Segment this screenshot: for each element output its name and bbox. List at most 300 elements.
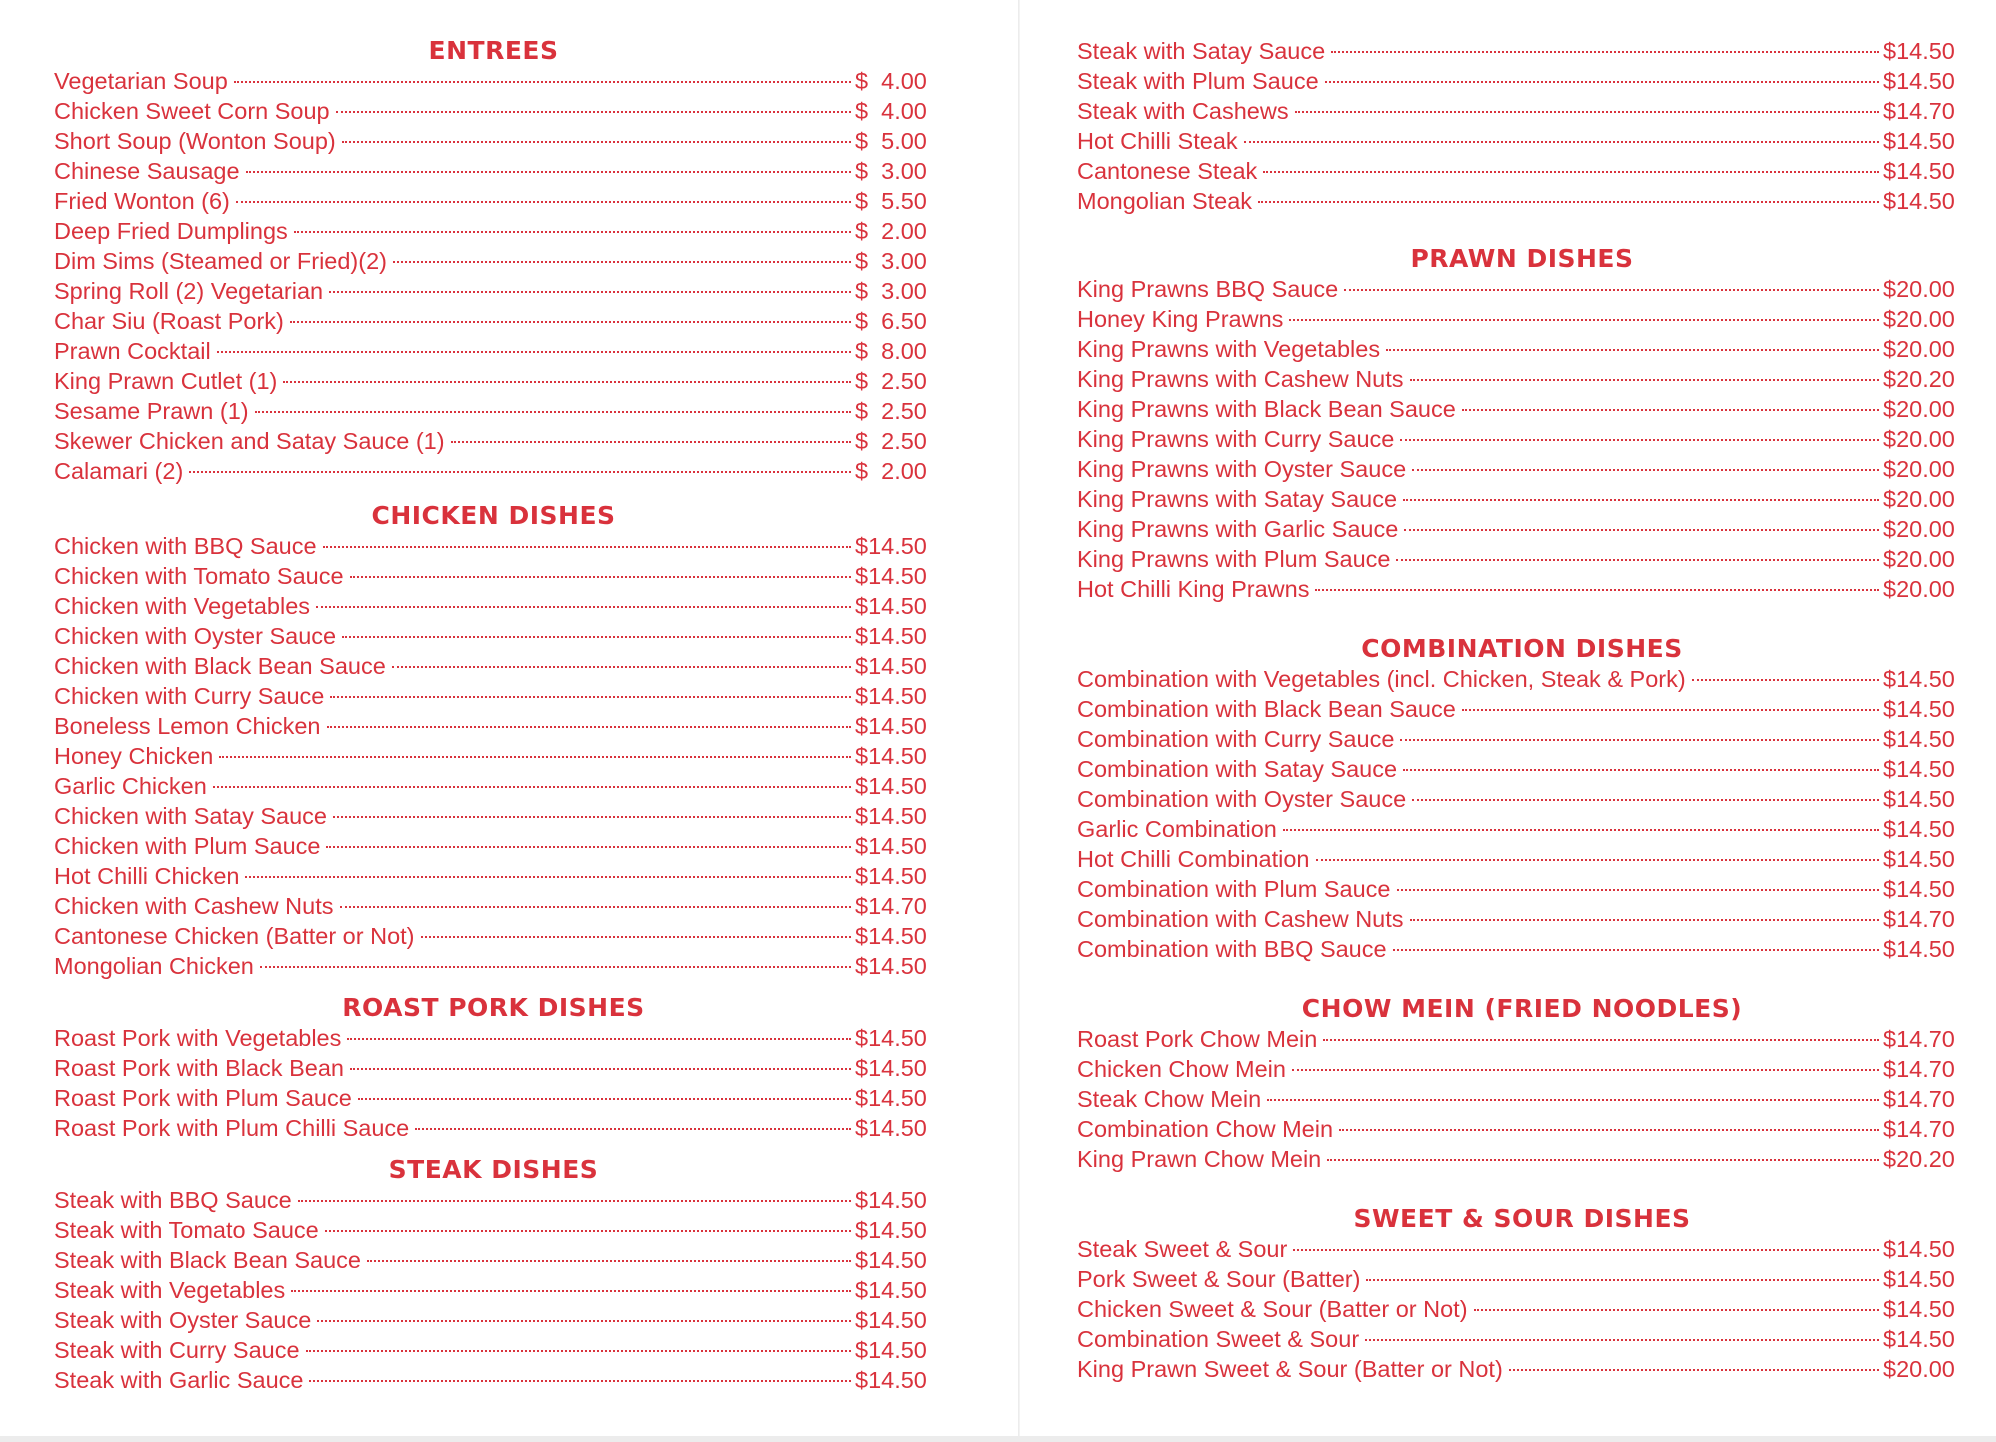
menu-item-price: $14.50	[1883, 38, 1955, 64]
menu-item	[54, 531, 933, 561]
dot-leader	[415, 1128, 851, 1130]
menu-item-list	[54, 1023, 933, 1143]
dot-leader	[1316, 859, 1880, 861]
menu-item-price: $ 3.00	[855, 248, 927, 274]
dot-leader	[340, 906, 852, 908]
menu-item-name: Garlic Chicken	[54, 773, 207, 799]
menu-item-name: King Prawn Chow Mein	[1077, 1146, 1322, 1172]
menu-item-price: $20.00	[1883, 516, 1955, 542]
menu-item-price: $14.50	[1883, 816, 1955, 842]
menu-item	[54, 246, 933, 276]
menu-item	[1077, 514, 1967, 544]
menu-item-price: $14.50	[855, 683, 927, 709]
menu-item-name: Steak with Tomato Sauce	[54, 1217, 319, 1243]
menu-item-list	[1077, 274, 1967, 604]
menu-item-price: $14.50	[855, 713, 927, 739]
menu-item	[54, 186, 933, 216]
menu-item	[54, 396, 933, 426]
menu-item	[1077, 186, 1967, 216]
dot-leader	[1412, 799, 1879, 801]
menu-item-name: Roast Pork with Vegetables	[54, 1025, 342, 1051]
dot-leader	[1396, 559, 1879, 561]
dot-leader	[1315, 589, 1879, 591]
dot-leader	[219, 756, 851, 758]
menu-item-name: Steak with Vegetables	[54, 1277, 286, 1303]
dot-leader	[236, 201, 851, 203]
menu-item-price: $14.50	[855, 1277, 927, 1303]
menu-item-price: $14.50	[1883, 1266, 1955, 1292]
menu-item-name: Steak with Cashews	[1077, 98, 1289, 124]
menu-item-name: Steak with Curry Sauce	[54, 1337, 300, 1363]
menu-item-name: Chicken with Curry Sauce	[54, 683, 325, 709]
dot-leader	[358, 1098, 851, 1100]
menu-item	[1077, 844, 1967, 874]
menu-item	[54, 96, 933, 126]
section-heading: SWEET & SOUR DISHES	[1353, 1204, 1691, 1233]
dot-leader	[234, 81, 851, 83]
menu-item-name: Chicken with BBQ Sauce	[54, 533, 317, 559]
dot-leader	[451, 441, 851, 443]
dot-leader	[1462, 409, 1879, 411]
menu-item	[1077, 934, 1967, 964]
menu-item-name: Sesame Prawn (1)	[54, 398, 249, 424]
dot-leader	[326, 846, 851, 848]
roast-pork-dishes-section	[54, 993, 933, 1143]
dot-leader	[306, 1350, 851, 1352]
menu-item-name: Chicken with Black Bean Sauce	[54, 653, 386, 679]
menu-item	[54, 216, 933, 246]
menu-item-name: King Prawns with Vegetables	[1077, 336, 1381, 362]
menu-item-list	[1077, 664, 1967, 964]
menu-item-price: $ 5.50	[855, 188, 927, 214]
menu-item	[1077, 36, 1967, 66]
right-menu-column	[1077, 36, 1967, 1384]
menu-item-price: $14.50	[1883, 1296, 1955, 1322]
section-heading: CHICKEN DISHES	[371, 501, 616, 530]
scan-edge	[0, 1436, 1996, 1442]
dot-leader	[347, 1038, 851, 1040]
menu-item-name: Combination Sweet & Sour	[1077, 1326, 1360, 1352]
menu-item	[1077, 1294, 1967, 1324]
menu-item-price: $14.50	[855, 743, 927, 769]
menu-item-price: $20.00	[1883, 456, 1955, 482]
menu-item	[54, 591, 933, 621]
section-heading: COMBINATION DISHES	[1361, 634, 1683, 663]
menu-item	[54, 771, 933, 801]
dot-leader	[350, 1068, 851, 1070]
menu-item-price: $ 2.50	[855, 368, 927, 394]
dot-leader	[1366, 1279, 1879, 1281]
menu-item-name: Steak with Satay Sauce	[1077, 38, 1326, 64]
menu-item-name: King Prawns with Garlic Sauce	[1077, 516, 1399, 542]
menu-item-price: $ 8.00	[855, 338, 927, 364]
menu-item-price: $14.50	[1883, 158, 1955, 184]
menu-item	[54, 1365, 933, 1395]
menu-item-name: Combination with Curry Sauce	[1077, 726, 1395, 752]
dot-leader	[333, 816, 851, 818]
menu-item-price: $20.00	[1883, 336, 1955, 362]
menu-item-list	[54, 531, 933, 981]
menu-item-name: Chicken Sweet Corn Soup	[54, 98, 330, 124]
menu-item-name: Cantonese Steak	[1077, 158, 1258, 184]
menu-item-name: Spring Roll (2) Vegetarian	[54, 278, 324, 304]
menu-item-price: $ 4.00	[855, 68, 927, 94]
menu-item	[54, 1023, 933, 1053]
dot-leader	[393, 261, 851, 263]
dot-leader	[255, 411, 851, 413]
menu-item	[54, 1275, 933, 1305]
menu-item-name: Short Soup (Wonton Soup)	[54, 128, 336, 154]
dot-leader	[291, 1290, 851, 1292]
dot-leader	[246, 171, 851, 173]
menu-item	[1077, 304, 1967, 334]
menu-item-price: $14.50	[855, 1337, 927, 1363]
menu-item-price: $14.50	[855, 1307, 927, 1333]
menu-item	[1077, 814, 1967, 844]
menu-item-name: Steak with Plum Sauce	[1077, 68, 1319, 94]
dot-leader	[1293, 1249, 1879, 1251]
menu-item-name: Roast Pork with Plum Chilli Sauce	[54, 1115, 410, 1141]
dot-leader	[245, 876, 851, 878]
dot-leader	[350, 576, 851, 578]
menu-item-name: Combination with Plum Sauce	[1077, 876, 1391, 902]
dot-leader	[298, 1200, 851, 1202]
menu-item-price: $ 2.50	[855, 428, 927, 454]
menu-item-price: $14.50	[855, 1187, 927, 1213]
menu-item	[1077, 484, 1967, 514]
menu-item	[1077, 1114, 1967, 1144]
menu-item-list	[54, 1185, 933, 1395]
dot-leader	[367, 1260, 851, 1262]
menu-item	[1077, 664, 1967, 694]
dot-leader	[1295, 111, 1879, 113]
menu-item-price: $14.50	[855, 623, 927, 649]
menu-item-name: Steak with BBQ Sauce	[54, 1187, 292, 1213]
menu-item-name: Chicken Sweet & Sour (Batter or Not)	[1077, 1296, 1468, 1322]
menu-item	[1077, 1324, 1967, 1354]
menu-item-name: Roast Pork Chow Mein	[1077, 1026, 1318, 1052]
menu-item-price: $ 3.00	[855, 158, 927, 184]
dot-leader	[1462, 709, 1879, 711]
dot-leader	[327, 726, 852, 728]
section-heading: CHOW MEIN (FRIED NOODLES)	[1301, 994, 1743, 1023]
menu-item	[1077, 126, 1967, 156]
menu-item	[54, 651, 933, 681]
menu-item-price: $ 2.00	[855, 218, 927, 244]
menu-item	[54, 1335, 933, 1365]
prawn-dishes-section	[1077, 244, 1967, 604]
menu-item	[54, 336, 933, 366]
dot-leader	[1393, 949, 1879, 951]
menu-item-name: Steak with Black Bean Sauce	[54, 1247, 361, 1273]
menu-item-name: King Prawns with Curry Sauce	[1077, 426, 1395, 452]
dot-leader	[330, 696, 851, 698]
dot-leader	[1323, 1039, 1879, 1041]
menu-item	[54, 921, 933, 951]
menu-item	[1077, 334, 1967, 364]
dot-leader	[329, 291, 851, 293]
menu-item-price: $14.50	[1883, 666, 1955, 692]
chow-mein-fried-noodles-section	[1077, 994, 1967, 1174]
menu-item-name: Roast Pork with Black Bean	[54, 1055, 344, 1081]
dot-leader	[342, 141, 851, 143]
dot-leader	[1400, 739, 1879, 741]
dot-leader	[213, 786, 851, 788]
menu-item-price: $14.50	[1883, 936, 1955, 962]
dot-leader	[260, 966, 851, 968]
menu-item	[1077, 1264, 1967, 1294]
menu-item-name: King Prawn Cutlet (1)	[54, 368, 278, 394]
section-heading: PRAWN DISHES	[1410, 244, 1634, 273]
menu-item-name: Combination with BBQ Sauce	[1077, 936, 1387, 962]
menu-item-price: $14.70	[1883, 906, 1955, 932]
dot-leader	[392, 666, 851, 668]
dot-leader	[217, 351, 851, 353]
menu-item-price: $14.50	[1883, 1236, 1955, 1262]
dot-leader	[283, 381, 851, 383]
menu-item	[1077, 694, 1967, 724]
menu-item-price: $14.50	[855, 593, 927, 619]
menu-item-price: $20.20	[1883, 1146, 1955, 1172]
menu-item-price: $ 2.50	[855, 398, 927, 424]
menu-item	[1077, 1054, 1967, 1084]
dot-leader	[1365, 1339, 1879, 1341]
dot-leader	[325, 1230, 851, 1232]
menu-item	[54, 366, 933, 396]
menu-item	[54, 681, 933, 711]
dot-leader	[342, 636, 851, 638]
menu-item	[1077, 424, 1967, 454]
menu-item-price: $20.00	[1883, 306, 1955, 332]
menu-item-name: Chicken with Oyster Sauce	[54, 623, 337, 649]
menu-item-price: $14.50	[855, 1025, 927, 1051]
dot-leader	[290, 321, 851, 323]
menu-item-list	[1077, 36, 1967, 216]
menu-item-name: King Prawns BBQ Sauce	[1077, 276, 1339, 302]
menu-item-name: Combination with Satay Sauce	[1077, 756, 1398, 782]
menu-item-name: Hot Chilli Steak	[1077, 128, 1238, 154]
menu-item-price: $14.50	[855, 803, 927, 829]
menu-item-name: Roast Pork with Plum Sauce	[54, 1085, 352, 1111]
menu-item-name: Combination with Vegetables (incl. Chicken, Steak & Pork)	[1077, 666, 1686, 692]
menu-item-price: $14.50	[855, 953, 927, 979]
menu-item-name: Garlic Combination	[1077, 816, 1277, 842]
chicken-dishes-section	[54, 501, 933, 981]
menu-item-name: Chicken with Tomato Sauce	[54, 563, 344, 589]
dot-leader	[309, 1380, 851, 1382]
menu-item-price: $ 5.00	[855, 128, 927, 154]
menu-item	[1077, 574, 1967, 604]
menu-item-price: $20.00	[1883, 1356, 1955, 1382]
dot-leader	[1292, 1069, 1879, 1071]
dot-leader	[1339, 1129, 1879, 1131]
menu-item-name: King Prawns with Plum Sauce	[1077, 546, 1391, 572]
dot-leader	[1400, 439, 1879, 441]
dot-leader	[189, 471, 851, 473]
dot-leader	[1412, 469, 1879, 471]
menu-item-price: $14.50	[855, 923, 927, 949]
menu-item-price: $14.70	[1883, 1056, 1955, 1082]
menu-item-price: $14.50	[855, 563, 927, 589]
dot-leader	[1386, 349, 1879, 351]
menu-item-price: $14.50	[1883, 68, 1955, 94]
menu-item-name: Steak Chow Mein	[1077, 1086, 1262, 1112]
menu-item-name: Chicken with Plum Sauce	[54, 833, 321, 859]
menu-item-name: Hot Chilli Combination	[1077, 846, 1310, 872]
menu-item	[54, 66, 933, 96]
menu-item-price: $20.00	[1883, 396, 1955, 422]
menu-item-name: Char Siu (Roast Pork)	[54, 308, 284, 334]
sweet-sour-dishes-section	[1077, 1204, 1967, 1384]
menu-item-name: Cantonese Chicken (Batter or Not)	[54, 923, 415, 949]
menu-item-price: $20.20	[1883, 366, 1955, 392]
menu-item-price: $20.00	[1883, 576, 1955, 602]
menu-item	[54, 1113, 933, 1143]
menu-item-name: Calamari (2)	[54, 458, 184, 484]
menu-item-name: Boneless Lemon Chicken	[54, 713, 321, 739]
menu-item	[1077, 1144, 1967, 1174]
dot-leader	[1509, 1369, 1879, 1371]
menu-item	[1077, 724, 1967, 754]
menu-item-price: $14.50	[855, 833, 927, 859]
dot-leader	[1327, 1159, 1879, 1161]
menu-item-list	[54, 66, 933, 486]
menu-item-price: $14.70	[1883, 98, 1955, 124]
dot-leader	[323, 546, 851, 548]
menu-item-price: $14.50	[855, 533, 927, 559]
menu-item-name: King Prawns with Oyster Sauce	[1077, 456, 1407, 482]
menu-item-name: Hot Chilli Chicken	[54, 863, 240, 889]
menu-item	[54, 891, 933, 921]
menu-item-name: Chicken Chow Mein	[1077, 1056, 1286, 1082]
menu-item	[54, 621, 933, 651]
dot-leader	[1283, 829, 1879, 831]
menu-item-name: Chicken with Satay Sauce	[54, 803, 328, 829]
menu-item	[54, 126, 933, 156]
section-heading: ROAST PORK DISHES	[342, 993, 645, 1022]
menu-item-name: Prawn Cocktail	[54, 338, 211, 364]
menu-item-price: $ 6.50	[855, 308, 927, 334]
menu-item	[54, 831, 933, 861]
dot-leader	[336, 111, 851, 113]
menu-item	[1077, 1234, 1967, 1264]
menu-item	[54, 561, 933, 591]
menu-item-name: King Prawns with Satay Sauce	[1077, 486, 1398, 512]
left-menu-column	[54, 36, 933, 1395]
menu-item	[1077, 1084, 1967, 1114]
dot-leader	[1403, 499, 1879, 501]
menu-item	[1077, 904, 1967, 934]
menu-item-price: $14.50	[855, 1217, 927, 1243]
menu-item	[1077, 274, 1967, 304]
menu-item-price: $14.50	[855, 1115, 927, 1141]
menu-item	[1077, 874, 1967, 904]
dot-leader	[1403, 769, 1879, 771]
dot-leader	[1410, 379, 1879, 381]
menu-item-name: King Prawns with Cashew Nuts	[1077, 366, 1404, 392]
menu-item-name: Honey Chicken	[54, 743, 214, 769]
menu-item-price: $14.70	[1883, 1086, 1955, 1112]
menu-item-name: Chinese Sausage	[54, 158, 240, 184]
menu-item	[54, 711, 933, 741]
menu-item-name: King Prawns with Black Bean Sauce	[1077, 396, 1456, 422]
menu-item	[54, 1245, 933, 1275]
menu-item	[54, 1053, 933, 1083]
menu-item-price: $14.50	[855, 863, 927, 889]
menu-item-price: $14.50	[1883, 876, 1955, 902]
menu-item	[1077, 1024, 1967, 1054]
dot-leader	[1258, 201, 1879, 203]
menu-item-list	[1077, 1234, 1967, 1384]
menu-item-name: Dim Sims (Steamed or Fried)(2)	[54, 248, 387, 274]
menu-item-name: Mongolian Steak	[1077, 188, 1253, 214]
entrees-section	[54, 36, 933, 486]
menu-item-price: $14.50	[1883, 756, 1955, 782]
menu-item-name: Steak Sweet & Sour	[1077, 1236, 1288, 1262]
menu-item-price: $14.50	[855, 1247, 927, 1273]
dot-leader	[1410, 919, 1879, 921]
menu-item	[1077, 364, 1967, 394]
menu-item	[1077, 66, 1967, 96]
menu-item-name: Deep Fried Dumplings	[54, 218, 288, 244]
menu-item	[54, 156, 933, 186]
menu-item-price: $20.00	[1883, 486, 1955, 512]
section-heading: STEAK DISHES	[388, 1155, 599, 1184]
menu-item-name: Skewer Chicken and Satay Sauce (1)	[54, 428, 445, 454]
menu-item-price: $20.00	[1883, 426, 1955, 452]
menu-item	[1077, 1354, 1967, 1384]
dot-leader	[1397, 889, 1880, 891]
dot-leader	[317, 1320, 851, 1322]
menu-item	[1077, 784, 1967, 814]
menu-item-price: $14.50	[1883, 726, 1955, 752]
continued-section	[1077, 36, 1967, 216]
dot-leader	[1474, 1309, 1879, 1311]
menu-item-name: Honey King Prawns	[1077, 306, 1284, 332]
menu-item-price: $14.50	[855, 773, 927, 799]
menu-item	[1077, 754, 1967, 784]
dot-leader	[1267, 1099, 1879, 1101]
dot-leader	[1263, 171, 1879, 173]
menu-item	[54, 741, 933, 771]
menu-item	[54, 1083, 933, 1113]
menu-item	[54, 456, 933, 486]
menu-item	[54, 1185, 933, 1215]
menu-item-name: King Prawn Sweet & Sour (Batter or Not)	[1077, 1356, 1503, 1382]
menu-item-name: Combination with Cashew Nuts	[1077, 906, 1404, 932]
section-heading: ENTREES	[428, 36, 559, 65]
menu-item-name: Combination with Black Bean Sauce	[1077, 696, 1456, 722]
menu-item-name: Combination Chow Mein	[1077, 1116, 1334, 1142]
menu-item-price: $14.50	[855, 653, 927, 679]
dot-leader	[1331, 51, 1879, 53]
dot-leader	[294, 231, 851, 233]
menu-item-price: $ 2.00	[855, 458, 927, 484]
menu-item-price: $ 3.00	[855, 278, 927, 304]
menu-item-name: Steak with Garlic Sauce	[54, 1367, 304, 1393]
menu-item-list	[1077, 1024, 1967, 1174]
dot-leader	[1344, 289, 1879, 291]
menu-item-name: Combination with Oyster Sauce	[1077, 786, 1407, 812]
dot-leader	[1289, 319, 1879, 321]
menu-item-price: $ 4.00	[855, 98, 927, 124]
menu-item-price: $14.50	[1883, 696, 1955, 722]
menu-item	[54, 306, 933, 336]
menu-item-name: Chicken with Vegetables	[54, 593, 311, 619]
menu-item-name: Mongolian Chicken	[54, 953, 254, 979]
steak-dishes-section	[54, 1155, 933, 1395]
dot-leader	[316, 606, 851, 608]
